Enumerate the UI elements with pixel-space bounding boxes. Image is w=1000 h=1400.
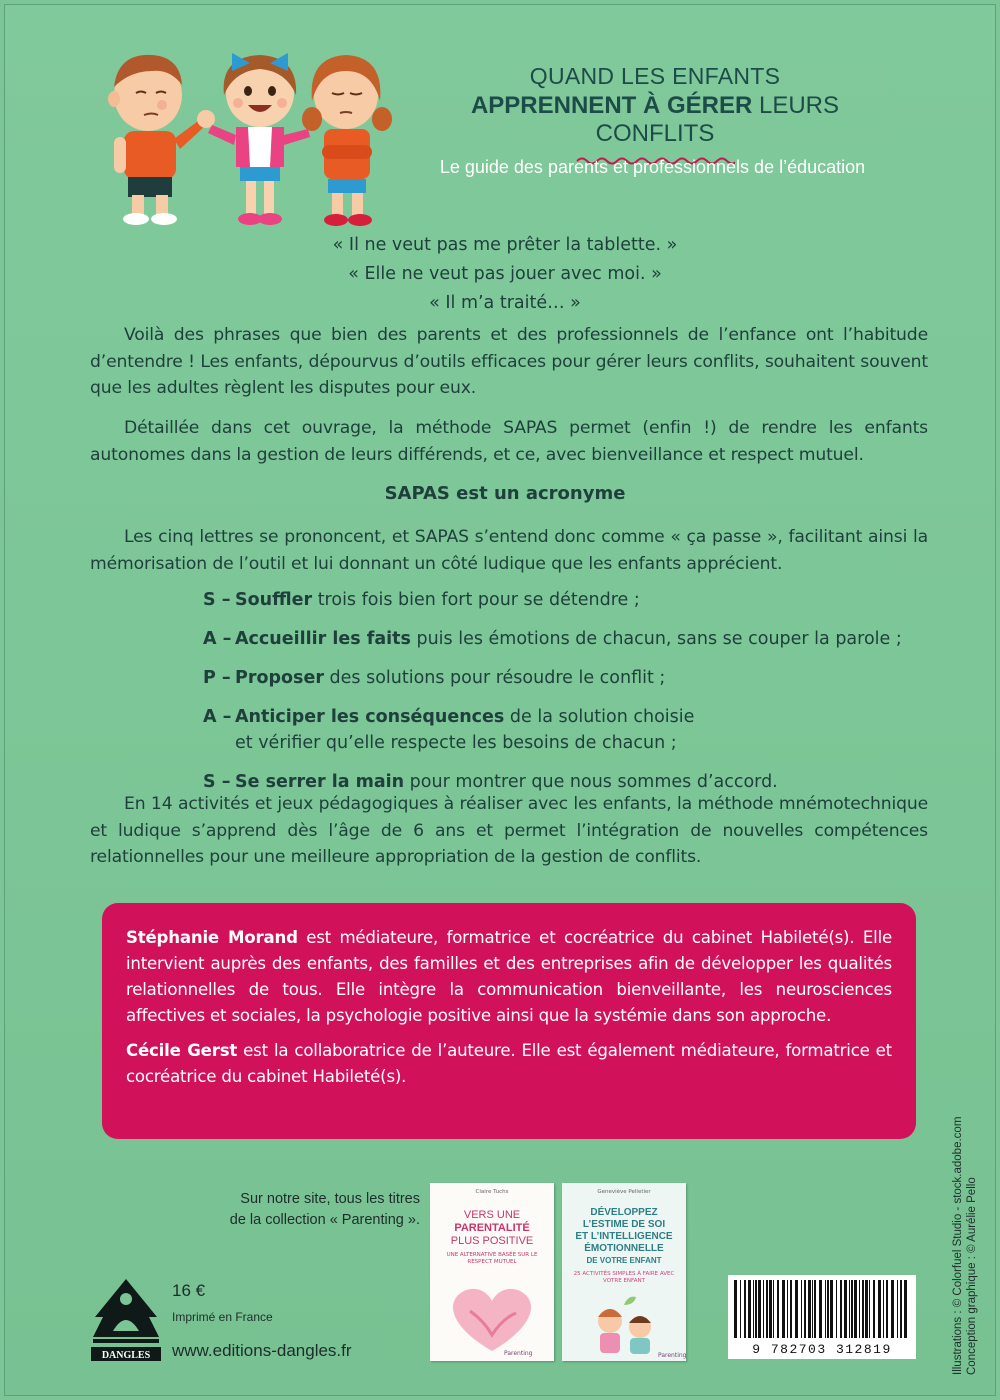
sapas-keyword: Accueillir les faits bbox=[235, 629, 411, 649]
book-cover-title bbox=[562, 1207, 686, 1267]
barcode-bar bbox=[758, 1280, 761, 1338]
barcode-bar bbox=[740, 1280, 741, 1338]
quote-line: « Il m’a traité… » bbox=[429, 293, 581, 313]
sapas-item bbox=[203, 665, 933, 691]
authors-box bbox=[102, 903, 916, 1139]
image-credits bbox=[951, 1055, 979, 1375]
barcode-bar bbox=[897, 1280, 898, 1338]
author-name: Cécile Gerst bbox=[126, 1041, 238, 1060]
author-bio-text: est la collaboratrice de l’auteure. Elle est également médiateure, formatrice et cocréatrice du cabinet Habileté(s). bbox=[126, 1041, 892, 1086]
method-paragraph bbox=[90, 415, 928, 468]
printed-in: Imprimé en France bbox=[172, 1310, 273, 1324]
barcode-bar bbox=[865, 1280, 868, 1338]
sapas-description: puis les émotions de chacun, sans se couper la parole ; bbox=[410, 629, 902, 649]
activities-paragraph-text: En 14 activités et jeux pédagogiques à réaliser avec les enfants, la méthode mnémotechnique et ludique s’apprend dès l’âge de 6 ans et permet l’intégration de nouvelles compétences relationnelles pour une meilleure appropriation de la gestion de conflits. bbox=[90, 794, 928, 867]
barcode-bar bbox=[862, 1280, 864, 1338]
barcode-bar bbox=[830, 1280, 833, 1338]
sapas-text bbox=[235, 704, 705, 756]
sapas-item bbox=[203, 704, 933, 756]
price: 16 € bbox=[172, 1281, 206, 1300]
barcode-bar bbox=[808, 1280, 811, 1338]
barcode-bar bbox=[851, 1280, 853, 1338]
sapas-text bbox=[235, 626, 902, 652]
children-tree-illustration bbox=[562, 1291, 686, 1361]
sapas-description: des solutions pour résoudre le conflit ; bbox=[323, 668, 666, 688]
acronym-paragraph bbox=[90, 524, 928, 577]
barcode-bar bbox=[753, 1280, 754, 1338]
barcode-bar bbox=[769, 1280, 772, 1338]
collection-line: de la collection « Parenting ». bbox=[229, 1212, 420, 1228]
barcode-bar bbox=[814, 1280, 816, 1338]
sapas-description: trois fois bien fort pour se détendre ; bbox=[312, 590, 640, 610]
book-title-line: PARENTALITÉ bbox=[454, 1222, 530, 1234]
barcode-bar bbox=[804, 1280, 806, 1338]
sapas-keyword: Anticiper les conséquences bbox=[235, 707, 505, 727]
intro-paragraph-text: Voilà des phrases que bien des parents et des professionnels de l’enfance ont l’habitude d’entendre ! Les enfants, dépourvus d’outils efficaces pour gérer leurs conflits, souhaitent souvent que les adultes règlent les disputes pour eux. bbox=[90, 325, 928, 398]
barcode-bar bbox=[819, 1280, 822, 1338]
barcode-bar bbox=[773, 1280, 774, 1338]
sapas-keyword: Souffler bbox=[235, 590, 313, 610]
sapas-item bbox=[203, 587, 933, 613]
book-author: Claire Tuchs bbox=[475, 1189, 509, 1195]
book-cover-subtitle: 25 ACTIVITÉS SIMPLES À FAIRE AVEC VOTRE ENFANT bbox=[573, 1271, 675, 1284]
barcode-bar bbox=[790, 1280, 792, 1338]
children-illustration bbox=[100, 43, 400, 233]
barcode-bar bbox=[795, 1280, 798, 1338]
related-book-cover[interactable] bbox=[430, 1183, 554, 1361]
sapas-letter: A – bbox=[203, 629, 232, 649]
acronym-paragraph-text: Les cinq lettres se prononcent, et SAPAS s’entend donc comme « ça passe », facilitant ainsi la mémorisation de l’outil et lui donnant un côté ludique que les enfants apprécient. bbox=[90, 527, 928, 574]
quote-line: « Elle ne veut pas jouer avec moi. » bbox=[348, 264, 662, 284]
girl-laughing-figure bbox=[208, 53, 310, 225]
book-title-line: VERS UNE bbox=[463, 1209, 521, 1221]
barcode-bar bbox=[904, 1280, 907, 1338]
barcode-bar bbox=[777, 1280, 779, 1338]
credit-line: Conception graphique : © Aurélie Pello bbox=[966, 1177, 978, 1375]
isbn-number: 9 782703 312819 bbox=[752, 1342, 892, 1357]
barcode-bar bbox=[840, 1280, 842, 1338]
sapas-text bbox=[235, 587, 640, 613]
barcode-bar bbox=[825, 1280, 826, 1338]
book-title-line: ÉMOTIONNELLE bbox=[584, 1243, 664, 1254]
barcode-bar bbox=[891, 1280, 894, 1338]
series-tag: Parenting bbox=[658, 1352, 686, 1359]
barcode-bar bbox=[787, 1280, 788, 1338]
logo-text: DANGLES bbox=[101, 1350, 151, 1361]
acronym-heading: SAPAS est un acronyme bbox=[384, 483, 626, 504]
barcode-bar bbox=[734, 1280, 737, 1338]
barcode-bar bbox=[900, 1280, 902, 1338]
barcode-bar bbox=[748, 1280, 751, 1338]
barcode-bar bbox=[827, 1280, 829, 1338]
book-cover-title bbox=[430, 1209, 554, 1248]
barcode-bars bbox=[732, 1280, 912, 1338]
barcode-bar bbox=[782, 1280, 785, 1338]
sapas-list bbox=[203, 587, 933, 808]
author-bio-1 bbox=[126, 925, 892, 1029]
collection-line: Sur notre site, tous les titres bbox=[240, 1191, 420, 1207]
barcode-bar bbox=[883, 1280, 884, 1338]
book-title-line: DÉVELOPPEZ bbox=[590, 1207, 658, 1218]
barcode-bar bbox=[766, 1280, 768, 1338]
collection-note bbox=[195, 1189, 420, 1231]
book-title-line: PLUS POSITIVE bbox=[450, 1235, 534, 1247]
boy-figure bbox=[108, 55, 215, 225]
barcode-bar bbox=[849, 1280, 850, 1338]
sapas-letter: S – bbox=[203, 772, 231, 792]
book-title-line: DE VOTRE ENFANT bbox=[586, 1256, 662, 1265]
author-bio-text: est médiateure, formatrice et cocréatrice du cabinet Habileté(s). Elle intervient auprès des enfants, des familles et des entreprises afin de développer les qualités relationnelles de tous. Elle intègre la communication bienveillante, les neurosciences affectives et sociales, la psychologie positive ainsi que la systémie dans son approche. bbox=[126, 928, 892, 1025]
barcode-bar bbox=[755, 1280, 757, 1338]
book-subtitle: Le guide des parents et professionnels de l’éducation bbox=[439, 157, 866, 177]
title-line-2 bbox=[410, 92, 900, 148]
book-author: Geneviève Pelletier bbox=[597, 1189, 651, 1195]
heart-illustration bbox=[430, 1271, 554, 1361]
quote-line: « Il ne veut pas me prêter la tablette. » bbox=[332, 235, 678, 255]
barcode-bar bbox=[801, 1280, 802, 1338]
child-quotes bbox=[5, 231, 1000, 318]
barcode-bar bbox=[844, 1280, 847, 1338]
back-cover bbox=[4, 4, 996, 1396]
activities-paragraph bbox=[90, 791, 928, 871]
book-title bbox=[410, 63, 900, 166]
publisher-website-link[interactable]: www.editions-dangles.fr bbox=[172, 1341, 352, 1360]
barcode-bar bbox=[886, 1280, 888, 1338]
barcode-bar bbox=[873, 1280, 875, 1338]
barcode-bar bbox=[869, 1280, 870, 1338]
sapas-letter: A – bbox=[203, 707, 232, 727]
credit-line: Illustrations : © Colorfuel Studio - stock.adobe.com bbox=[952, 1116, 964, 1375]
title-rest-part: LEURS CONFLITS bbox=[595, 92, 840, 147]
sapas-text bbox=[235, 665, 665, 691]
barcode-bar bbox=[854, 1280, 857, 1338]
sapas-item bbox=[203, 626, 933, 652]
barcode-bar bbox=[836, 1280, 837, 1338]
barcode-bar bbox=[859, 1280, 860, 1338]
sapas-letter: S – bbox=[203, 590, 231, 610]
sapas-letter: P – bbox=[203, 668, 231, 688]
method-paragraph-text: Détaillée dans cet ouvrage, la méthode SAPAS permet (enfin !) de rendre les enfants autonomes dans la gestion de leurs différends, et ce, avec bienveillance et respect mutuel. bbox=[90, 418, 928, 465]
book-title-line: ET L’INTELLIGENCE bbox=[575, 1231, 673, 1242]
book-cover-subtitle: UNE ALTERNATIVE BASÉE SUR LE RESPECT MUTUEL bbox=[446, 1252, 538, 1265]
barcode-bar bbox=[878, 1280, 881, 1338]
isbn-barcode bbox=[728, 1275, 916, 1359]
title-bold-part: APPRENNENT À GÉRER bbox=[470, 92, 753, 119]
intro-paragraph bbox=[90, 322, 928, 402]
dangles-publisher-logo bbox=[91, 1275, 161, 1363]
girl-upset-figure bbox=[302, 55, 392, 226]
sapas-keyword: Proposer bbox=[235, 668, 324, 688]
sapas-description: de la solution choisie et vérifier qu’elle respecte les besoins de chacun ; bbox=[235, 707, 695, 753]
author-bio-2 bbox=[126, 1038, 892, 1090]
barcode-bar bbox=[763, 1280, 764, 1338]
sapas-description: pour montrer que nous sommes d’accord. bbox=[404, 772, 778, 792]
barcode-bar bbox=[744, 1280, 746, 1338]
sapas-keyword: Se serrer la main bbox=[235, 772, 405, 792]
related-book-cover[interactable] bbox=[562, 1183, 686, 1361]
series-tag: Parenting bbox=[504, 1350, 533, 1357]
book-title-line: L’ESTIME DE SOI bbox=[582, 1219, 666, 1230]
barcode-bar bbox=[812, 1280, 813, 1338]
author-name: Stéphanie Morand bbox=[126, 928, 298, 947]
title-line-1: QUAND LES ENFANTS bbox=[529, 63, 781, 89]
